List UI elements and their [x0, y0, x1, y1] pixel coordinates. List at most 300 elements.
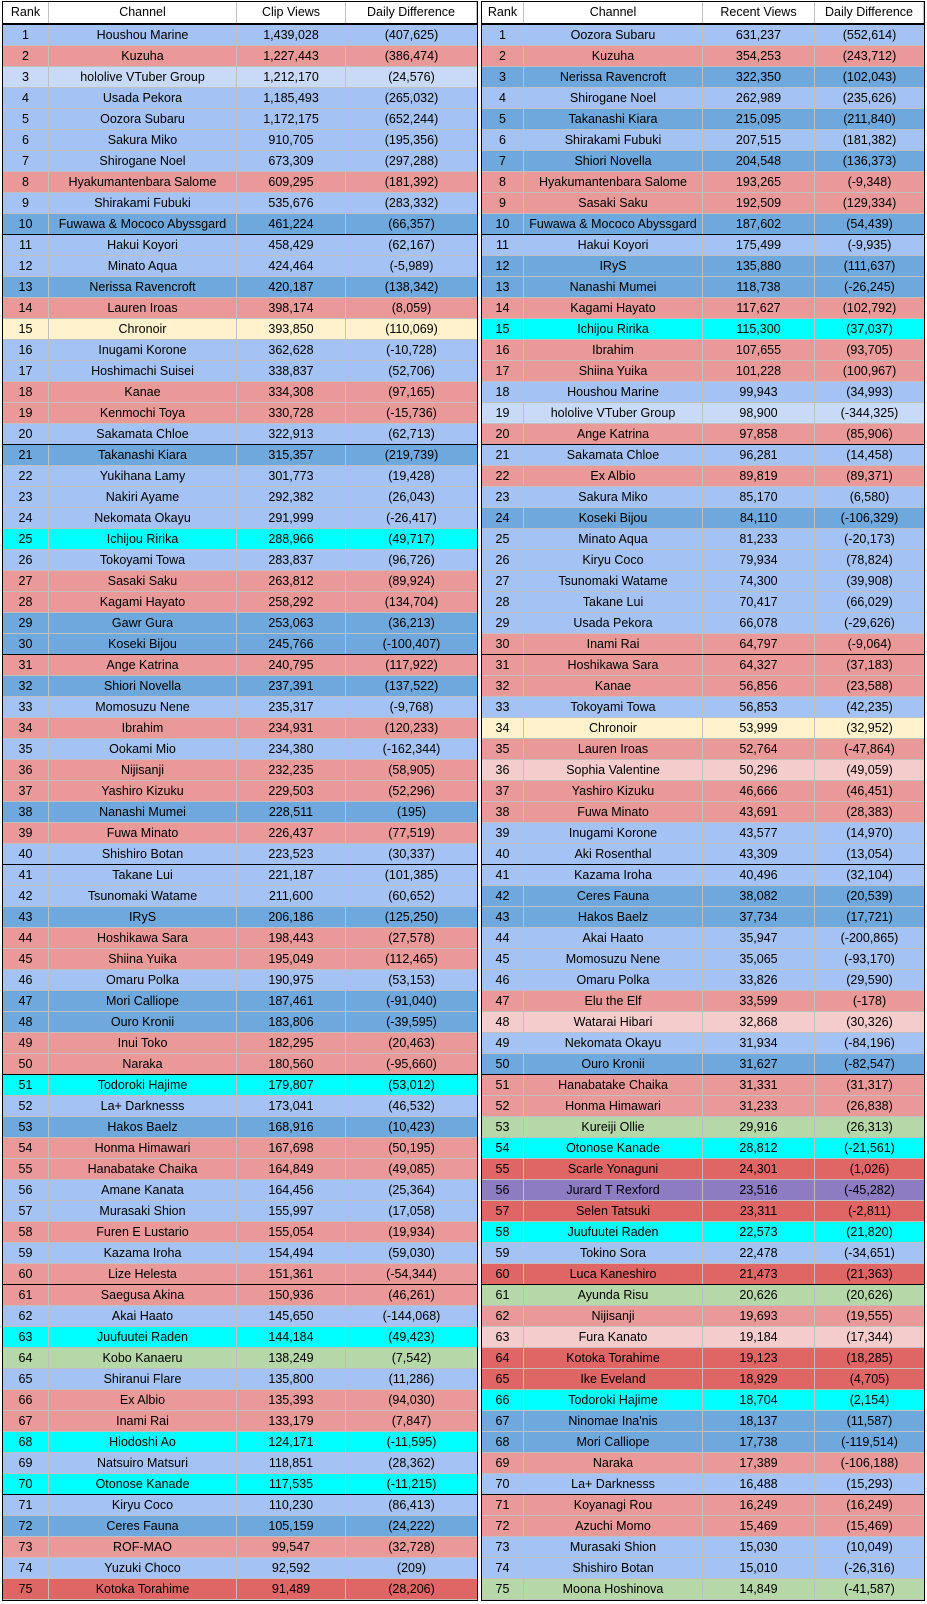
channel-cell: Mori Calliope — [524, 1432, 703, 1452]
rank-cell: 28 — [3, 592, 49, 612]
channel-cell: Azuchi Momo — [524, 1516, 703, 1536]
channel-cell: Ookami Mio — [49, 739, 237, 759]
table-row — [3, 1453, 477, 1474]
views-cell: 183,806 — [237, 1012, 346, 1032]
channel-cell: Otonose Kanade — [524, 1138, 703, 1158]
rank-cell: 38 — [3, 802, 49, 822]
views-cell: 91,489 — [237, 1579, 346, 1599]
daily-difference-cell: (219,739) — [384, 448, 439, 462]
rank-cell: 62 — [482, 1306, 524, 1326]
views-cell: 393,850 — [237, 319, 346, 339]
views-cell: 673,309 — [237, 151, 346, 171]
daily-difference-cell: (78,824) — [846, 553, 893, 567]
views-cell: 1,172,175 — [237, 109, 346, 129]
views-cell: 32,868 — [703, 1012, 815, 1032]
table-row — [482, 382, 924, 403]
daily-difference-cell: (-9,935) — [847, 238, 892, 252]
channel-cell: Chronoir — [49, 319, 237, 339]
table-row — [482, 1327, 924, 1348]
channel-cell: Shiina Yuika — [49, 949, 237, 969]
views-cell: 334,308 — [237, 382, 346, 402]
rank-cell: 33 — [3, 697, 49, 717]
rank-cell: 44 — [3, 928, 49, 948]
views-cell: 118,738 — [703, 277, 815, 297]
table-row — [482, 1138, 924, 1159]
views-cell: 193,265 — [703, 172, 815, 192]
channel-cell: Saegusa Akina — [49, 1285, 237, 1305]
rank-cell: 65 — [482, 1369, 524, 1389]
rank-cell: 50 — [3, 1054, 49, 1074]
table-row — [482, 928, 924, 949]
rank-cell: 56 — [3, 1180, 49, 1200]
channel-cell: Shiranui Flare — [49, 1369, 237, 1389]
views-cell: 16,488 — [703, 1474, 815, 1494]
daily-difference-cell: (-119,514) — [841, 1435, 898, 1449]
table-row — [482, 697, 924, 718]
views-cell: 330,728 — [237, 403, 346, 423]
table-row — [482, 235, 924, 256]
rank-cell: 36 — [3, 760, 49, 780]
daily-difference-cell: (2,154) — [849, 1393, 890, 1407]
channel-cell: Moona Hoshinova — [524, 1579, 703, 1599]
channel-cell: hololive VTuber Group — [524, 403, 703, 423]
views-cell: 17,389 — [703, 1453, 815, 1473]
views-cell: 14,849 — [703, 1579, 815, 1599]
table-row — [482, 487, 924, 508]
channel-cell: Ibrahim — [524, 340, 703, 360]
channel-cell: Shishiro Botan — [524, 1558, 703, 1578]
daily-difference-cell: (111,637) — [843, 259, 896, 273]
rank-cell: 53 — [482, 1117, 524, 1137]
table-row — [3, 1558, 477, 1579]
daily-difference-cell: (77,519) — [388, 826, 435, 840]
daily-difference-cell: (18,285) — [846, 1351, 893, 1365]
rank-cell: 32 — [3, 676, 49, 696]
views-cell: 240,795 — [237, 655, 346, 675]
views-cell: 424,464 — [237, 256, 346, 276]
rank-cell: 39 — [3, 823, 49, 843]
table-row — [3, 949, 477, 970]
rank-cell: 39 — [482, 823, 524, 843]
channel-cell: Naraka — [49, 1054, 237, 1074]
views-cell: 253,063 — [237, 613, 346, 633]
views-cell: 35,065 — [703, 949, 815, 969]
table-row — [482, 865, 924, 886]
table-row — [482, 319, 924, 340]
table-row — [482, 718, 924, 739]
views-cell: 1,185,493 — [237, 88, 346, 108]
channel-cell: Tsunomaki Watame — [49, 886, 237, 906]
daily-difference-cell: (181,382) — [842, 133, 897, 147]
table-row — [3, 802, 477, 823]
daily-difference-cell: (407,625) — [384, 28, 439, 42]
daily-difference-cell: (-29,626) — [844, 616, 895, 630]
channel-cell: Kagami Hayato — [524, 298, 703, 318]
rank-cell: 57 — [3, 1201, 49, 1221]
daily-difference-cell: (49,423) — [388, 1330, 435, 1344]
table-row — [482, 298, 924, 319]
daily-difference-cell: (15,293) — [846, 1477, 893, 1491]
daily-difference-cell: (96,726) — [388, 553, 435, 567]
daily-difference-cell: (-106,188) — [840, 1456, 899, 1470]
daily-difference-cell: (30,326) — [846, 1015, 893, 1029]
views-cell: 66,078 — [703, 613, 815, 633]
channel-cell: Shirogane Noel — [524, 88, 703, 108]
table-row — [3, 655, 477, 676]
table-row — [482, 1369, 924, 1390]
channel-cell: Ichijou Ririka — [524, 319, 703, 339]
channel-cell: Selen Tatsuki — [524, 1201, 703, 1221]
table-row — [3, 67, 477, 88]
daily-difference-cell: (30,337) — [388, 847, 435, 861]
channel-cell: Honma Himawari — [49, 1138, 237, 1158]
channel-cell: ROF-MAO — [49, 1537, 237, 1557]
views-cell: 283,837 — [237, 550, 346, 570]
rank-cell: 63 — [482, 1327, 524, 1347]
views-cell: 18,704 — [703, 1390, 815, 1410]
recent-views-table — [481, 1, 925, 1601]
table-row — [3, 634, 477, 655]
table-row — [3, 928, 477, 949]
channel-cell: IRyS — [49, 907, 237, 927]
rank-cell: 68 — [3, 1432, 49, 1452]
views-cell: 168,916 — [237, 1117, 346, 1137]
views-cell: 354,253 — [703, 46, 815, 66]
channel-cell: Ike Eveland — [524, 1369, 703, 1389]
table-row — [482, 655, 924, 676]
rank-cell: 51 — [3, 1075, 49, 1095]
views-cell: 207,515 — [703, 130, 815, 150]
views-cell: 64,797 — [703, 634, 815, 654]
views-cell: 31,627 — [703, 1054, 815, 1074]
views-cell: 154,494 — [237, 1243, 346, 1263]
views-cell: 64,327 — [703, 655, 815, 675]
channel-cell: Kiryu Coco — [524, 550, 703, 570]
rank-cell: 16 — [482, 340, 524, 360]
table-row — [482, 1285, 924, 1306]
rank-cell: 59 — [3, 1243, 49, 1263]
rank-cell: 41 — [482, 865, 524, 885]
channel-cell: Nanashi Mumei — [524, 277, 703, 297]
rank-cell: 9 — [3, 193, 49, 213]
table-row — [482, 886, 924, 907]
channel-cell: Furen E Lustario — [49, 1222, 237, 1242]
channel-cell: Ceres Fauna — [49, 1516, 237, 1536]
channel-cell: Watarai Hibari — [524, 1012, 703, 1032]
daily-difference-cell: (-10,728) — [386, 343, 437, 357]
table-row — [3, 1348, 477, 1369]
right-table-header-row — [482, 2, 924, 25]
channel-cell: Shiori Novella — [524, 151, 703, 171]
channel-cell: Yukihana Lamy — [49, 466, 237, 486]
table-row — [482, 67, 924, 88]
views-cell: 1,212,170 — [237, 67, 346, 87]
rank-cell: 8 — [482, 172, 524, 192]
daily-difference-cell: (110,069) — [385, 322, 438, 336]
views-cell: 262,989 — [703, 88, 815, 108]
rank-cell: 43 — [3, 907, 49, 927]
channel-cell: Momosuzu Nene — [524, 949, 703, 969]
table-row — [482, 340, 924, 361]
daily-difference-cell: (7,542) — [391, 1351, 432, 1365]
daily-difference-cell: (-34,651) — [844, 1246, 895, 1260]
daily-difference-cell: (58,905) — [388, 763, 435, 777]
daily-difference-cell: (-45,282) — [844, 1183, 895, 1197]
daily-difference-cell: (-26,245) — [844, 280, 895, 294]
table-row — [3, 109, 477, 130]
daily-difference-cell: (297,288) — [384, 154, 439, 168]
views-cell: 96,281 — [703, 445, 815, 465]
daily-difference-cell: (-2,811) — [848, 1204, 891, 1218]
table-row — [3, 1432, 477, 1453]
channel-cell: Yashiro Kizuku — [49, 781, 237, 801]
rank-cell: 55 — [482, 1159, 524, 1179]
views-cell: 43,577 — [703, 823, 815, 843]
channel-cell: Usada Pekora — [524, 613, 703, 633]
channel-cell: Kotoka Torahime — [49, 1579, 237, 1599]
channel-cell: Sophia Valentine — [524, 760, 703, 780]
channel-cell: Hanabatake Chaika — [49, 1159, 237, 1179]
table-row — [3, 1033, 477, 1054]
daily-difference-cell: (89,924) — [388, 574, 435, 588]
rank-cell: 15 — [482, 319, 524, 339]
table-row — [482, 445, 924, 466]
rank-cell: 8 — [3, 172, 49, 192]
table-row — [482, 46, 924, 67]
table-row — [482, 1306, 924, 1327]
rank-cell: 57 — [482, 1201, 524, 1221]
table-row — [3, 25, 477, 46]
table-row — [3, 1243, 477, 1264]
channel-cell: Nanashi Mumei — [49, 802, 237, 822]
table-row — [3, 1474, 477, 1495]
rank-cell: 54 — [482, 1138, 524, 1158]
table-row — [3, 1516, 477, 1537]
channel-cell: Takane Lui — [524, 592, 703, 612]
views-cell: 38,082 — [703, 886, 815, 906]
rank-cell: 66 — [482, 1390, 524, 1410]
table-row — [3, 361, 477, 382]
table-row — [3, 424, 477, 445]
table-row — [482, 760, 924, 781]
rank-cell: 15 — [3, 319, 49, 339]
daily-difference-cell: (86,413) — [388, 1498, 435, 1512]
daily-difference-cell: (52,296) — [388, 784, 435, 798]
channel-cell: Chronoir — [524, 718, 703, 738]
table-row — [482, 802, 924, 823]
table-row — [3, 1096, 477, 1117]
views-cell: 35,947 — [703, 928, 815, 948]
rank-cell: 25 — [482, 529, 524, 549]
views-cell: 204,548 — [703, 151, 815, 171]
views-cell: 19,123 — [703, 1348, 815, 1368]
channel-cell: Koyanagi Rou — [524, 1495, 703, 1515]
table-row — [482, 361, 924, 382]
rank-cell: 53 — [3, 1117, 49, 1137]
rank-cell: 44 — [482, 928, 524, 948]
rank-cell: 48 — [3, 1012, 49, 1032]
channel-cell: Kuzuha — [49, 46, 237, 66]
rank-cell: 26 — [482, 550, 524, 570]
rank-cell: 49 — [482, 1033, 524, 1053]
views-cell: 15,010 — [703, 1558, 815, 1578]
rank-cell: 14 — [3, 298, 49, 318]
table-row — [3, 1537, 477, 1558]
rank-cell: 7 — [482, 151, 524, 171]
rank-cell: 16 — [3, 340, 49, 360]
views-cell: 18,929 — [703, 1369, 815, 1389]
daily-difference-cell: (39,908) — [846, 574, 893, 588]
rank-cell: 24 — [3, 508, 49, 528]
views-cell: 33,599 — [703, 991, 815, 1011]
daily-difference-cell: (101,385) — [384, 868, 439, 882]
views-cell: 420,187 — [237, 277, 346, 297]
views-cell: 23,311 — [703, 1201, 815, 1221]
rank-cell: 28 — [482, 592, 524, 612]
channel-cell: Scarle Yonaguni — [524, 1159, 703, 1179]
views-cell: 631,237 — [703, 25, 815, 45]
views-cell: 215,095 — [703, 109, 815, 129]
channel-cell: Inugami Korone — [524, 823, 703, 843]
daily-difference-cell: (-9,768) — [389, 700, 434, 714]
table-row — [482, 529, 924, 550]
views-cell: 97,858 — [703, 424, 815, 444]
channel-cell: Houshou Marine — [49, 25, 237, 45]
rank-cell: 43 — [482, 907, 524, 927]
channel-cell: Yuzuki Choco — [49, 1558, 237, 1578]
table-row — [3, 697, 477, 718]
daily-difference-cell: (-26,417) — [386, 511, 437, 525]
table-row — [482, 403, 924, 424]
views-cell: 43,309 — [703, 844, 815, 864]
channel-cell: Shirakami Fubuki — [49, 193, 237, 213]
table-row — [482, 1180, 924, 1201]
channel-cell: Kazama Iroha — [524, 865, 703, 885]
views-header: Clip Views — [237, 2, 346, 23]
rank-cell: 61 — [3, 1285, 49, 1305]
rank-cell: 10 — [482, 214, 524, 234]
table-row — [3, 1285, 477, 1306]
daily-difference-cell: (27,578) — [388, 931, 435, 945]
channel-cell: Ouro Kronii — [49, 1012, 237, 1032]
channel-cell: Omaru Polka — [524, 970, 703, 990]
channel-cell: Shirakami Fubuki — [524, 130, 703, 150]
daily-difference-header: Daily Difference — [815, 2, 924, 23]
daily-difference-cell: (10,423) — [388, 1120, 435, 1134]
table-row — [3, 907, 477, 928]
table-row — [3, 1075, 477, 1096]
channel-cell: Yashiro Kizuku — [524, 781, 703, 801]
daily-difference-cell: (20,626) — [846, 1288, 893, 1302]
table-row — [482, 1558, 924, 1579]
daily-difference-cell: (89,371) — [846, 469, 893, 483]
rank-cell: 47 — [3, 991, 49, 1011]
views-cell: 180,560 — [237, 1054, 346, 1074]
rank-cell: 11 — [3, 235, 49, 255]
views-cell: 221,187 — [237, 865, 346, 885]
views-cell: 56,853 — [703, 697, 815, 717]
daily-difference-cell: (42,235) — [846, 700, 893, 714]
views-cell: 118,851 — [237, 1453, 346, 1473]
channel-cell: Nerissa Ravencroft — [49, 277, 237, 297]
table-row — [3, 1222, 477, 1243]
rank-cell: 5 — [3, 109, 49, 129]
table-row — [3, 466, 477, 487]
table-row — [3, 739, 477, 760]
table-row — [3, 235, 477, 256]
table-row — [482, 466, 924, 487]
channel-cell: Hyakumantenbara Salome — [49, 172, 237, 192]
daily-difference-header: Daily Difference — [346, 2, 477, 23]
channel-cell: Kazama Iroha — [49, 1243, 237, 1263]
rank-cell: 21 — [482, 445, 524, 465]
views-cell: 33,826 — [703, 970, 815, 990]
views-cell: 74,300 — [703, 571, 815, 591]
table-row — [482, 277, 924, 298]
table-row — [482, 1096, 924, 1117]
channel-cell: Hoshikawa Sara — [524, 655, 703, 675]
channel-cell: Hoshikawa Sara — [49, 928, 237, 948]
daily-difference-cell: (17,058) — [388, 1204, 435, 1218]
channel-header: Channel — [524, 2, 703, 23]
daily-difference-cell: (37,183) — [846, 658, 893, 672]
views-cell: 20,626 — [703, 1285, 815, 1305]
table-row — [482, 1390, 924, 1411]
rank-cell: 12 — [482, 256, 524, 276]
rank-cell: 74 — [3, 1558, 49, 1578]
rank-cell: 34 — [3, 718, 49, 738]
daily-difference-cell: (25,364) — [388, 1183, 435, 1197]
views-cell: 101,228 — [703, 361, 815, 381]
table-row — [3, 1579, 477, 1600]
rank-cell: 7 — [3, 151, 49, 171]
rank-cell: 11 — [482, 235, 524, 255]
views-cell: 15,469 — [703, 1516, 815, 1536]
views-cell: 179,807 — [237, 1075, 346, 1095]
rank-cell: 72 — [3, 1516, 49, 1536]
channel-cell: Kotoka Torahime — [524, 1348, 703, 1368]
table-row — [482, 130, 924, 151]
views-cell: 19,693 — [703, 1306, 815, 1326]
rank-cell: 19 — [482, 403, 524, 423]
daily-difference-cell: (50,195) — [388, 1141, 435, 1155]
views-cell: 187,602 — [703, 214, 815, 234]
daily-difference-cell: (14,458) — [846, 448, 893, 462]
channel-cell: Sakamata Chloe — [49, 424, 237, 444]
daily-difference-cell: (11,587) — [846, 1414, 893, 1428]
channel-cell: Aki Rosenthal — [524, 844, 703, 864]
channel-cell: Kanae — [49, 382, 237, 402]
rank-cell: 9 — [482, 193, 524, 213]
table-row — [3, 571, 477, 592]
rank-cell: 10 — [3, 214, 49, 234]
rank-cell: 46 — [3, 970, 49, 990]
table-row — [3, 991, 477, 1012]
views-cell: 56,856 — [703, 676, 815, 696]
views-cell: 115,300 — [703, 319, 815, 339]
table-row — [3, 214, 477, 235]
daily-difference-cell: (-9,348) — [847, 175, 892, 189]
channel-cell: Ex Albio — [524, 466, 703, 486]
rank-header: Rank — [482, 2, 524, 23]
daily-difference-cell: (62,713) — [388, 427, 435, 441]
daily-difference-cell: (29,590) — [846, 973, 893, 987]
rank-cell: 14 — [482, 298, 524, 318]
daily-difference-cell: (181,392) — [384, 175, 439, 189]
channel-cell: Jurard T Rexford — [524, 1180, 703, 1200]
table-row — [3, 1180, 477, 1201]
views-cell: 28,812 — [703, 1138, 815, 1158]
